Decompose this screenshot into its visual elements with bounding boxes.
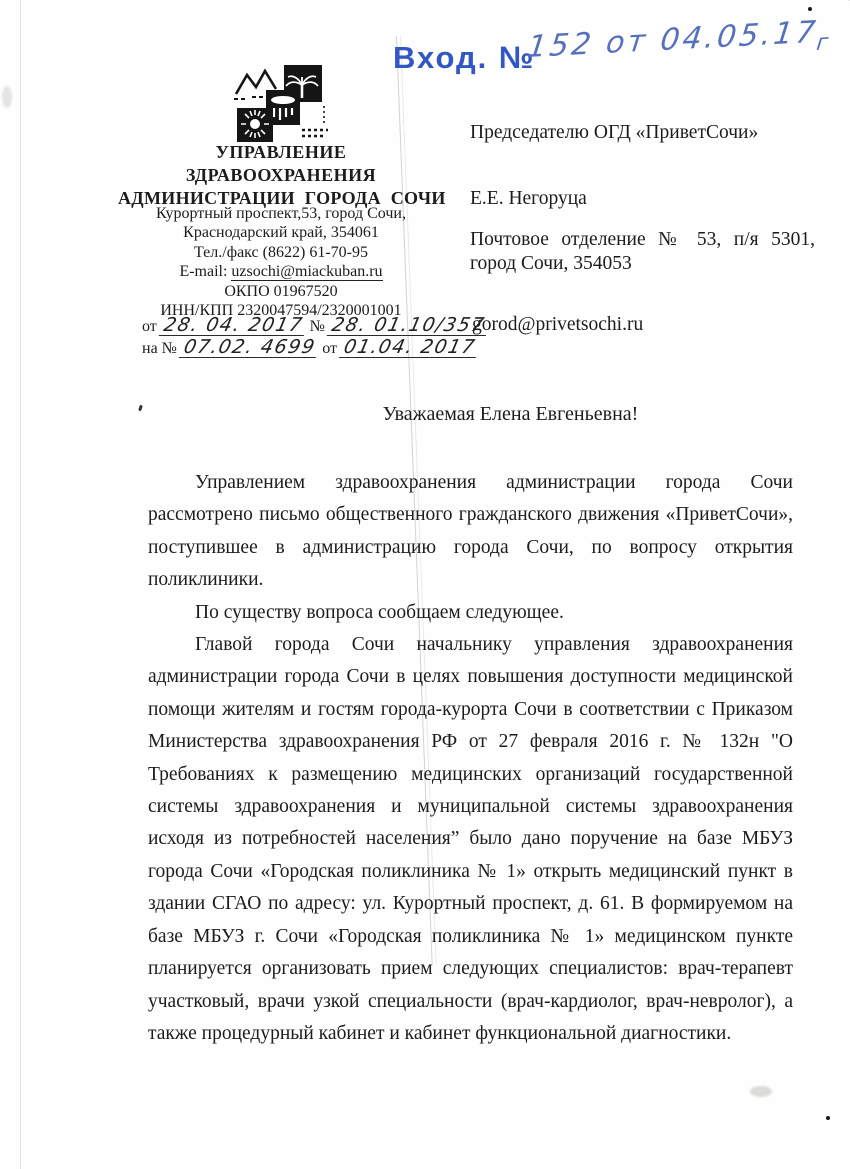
ink-speck (138, 405, 143, 412)
org-address-line1: Курортный проспект,53, город Сочи, (156, 205, 406, 222)
body-paragraph-1: Управлением здравоохранения администрации города Сочи рассмотрено письмо общественного гражданского движения «ПриветСочи», поступившее в администрацию города Сочи, по вопросу открытия поликлиники. (148, 472, 793, 591)
outgoing-ref-date-handwritten: 28. 04. 2017 (159, 315, 308, 336)
addressee-email: gorod@privetsochi.ru (472, 314, 644, 335)
org-email-value: uzsochi@miackuban.ru (231, 263, 383, 281)
outgoing-ref-no-label: № (309, 318, 325, 335)
org-name-line2: ЗДРАВООХРАНЕНИЯ (185, 165, 377, 185)
addressee-name: Е.Е. Негоруца (470, 188, 587, 209)
incoming-ref-from-label: от (322, 340, 338, 357)
body-paragraph-3: Главой города Сочи начальнику управления здравоохранения администрации города Сочи в целях повышения доступности медицинской помощи жителям и гостям города-курорта Сочи в соответствии с Приказом Министерства здравоохранения РФ от 27 февраля 2016 г. № 132н "О Требованиях к размещению медицинских организаций государственной системы здравоохранения и муниципальной системы здравоохранения исходя из потребностей населения” было дано поручение на базе МБУЗ города Сочи «Городская поликлиника № 1» открыть медицинский пункт в здании СГАО по адресу: ул. Курортный проспект, д. 61. В формируемом на базе МБУЗ г. Сочи «Городская поликлиника № 1» медицинском пункте планируется организовать прием следующих специалистов: врач-терапевт участковый, врачи узкой специальности (врач-кардиолог, врач-невролог), а также процедурный кабинет и кабинет функциональной диагностики. (148, 634, 793, 1044)
ink-speck (808, 7, 812, 11)
addressee-postal-address: Почтовое отделение № 53, п/я 5301, город Сочи, 354053 (470, 229, 815, 274)
org-name-line3: АДМИНИСТРАЦИИ ГОРОДА СОЧИ (118, 188, 446, 208)
org-email-label: E-mail: (179, 263, 228, 281)
org-email-line (118, 262, 444, 281)
org-phone: Тел./факс (8622) 61-70-95 (194, 243, 368, 261)
outgoing-ref-number-handwritten: 28. 01.10/357 (327, 315, 490, 336)
scan-smudge (2, 86, 12, 108)
org-name-line1: УПРАВЛЕНИЕ (215, 142, 347, 162)
incoming-ref-number-handwritten: 07.02. 4699 (179, 337, 321, 358)
scan-smudge (750, 1086, 772, 1097)
incoming-ref-line (142, 337, 562, 359)
scan-corner-artifact (830, 0, 850, 2)
incoming-ref-date-handwritten: 01.04. 2017 (339, 337, 481, 358)
ink-speck (826, 1116, 830, 1120)
scan-edge-line (20, 0, 21, 1169)
org-okpo: ОКПО 01967520 (224, 282, 338, 300)
addressee-title: Председателю ОГД «ПриветСочи» (470, 122, 759, 143)
body-paragraph-2: По существу вопроса сообщаем следующее. (195, 601, 564, 623)
letter-body (148, 467, 793, 1050)
incoming-stamp-label: Вход. № (393, 40, 536, 75)
handwritten-registration-number: 152 от $04.05.17_г$ (525, 14, 833, 66)
salutation: Уважаемая Елена Евгеньевна! (382, 403, 639, 425)
incoming-ref-on-no-label: на № (142, 340, 177, 357)
org-name (118, 141, 444, 210)
sochi-city-emblem-logo (230, 62, 334, 142)
outgoing-ref-from-label: от (142, 318, 157, 335)
org-contact-block (118, 204, 444, 320)
org-inn-kpp: ИНН/КПП 2320047594/2320001001 (160, 302, 402, 320)
org-address-line2: Краснодарский край, 354061 (183, 224, 379, 242)
